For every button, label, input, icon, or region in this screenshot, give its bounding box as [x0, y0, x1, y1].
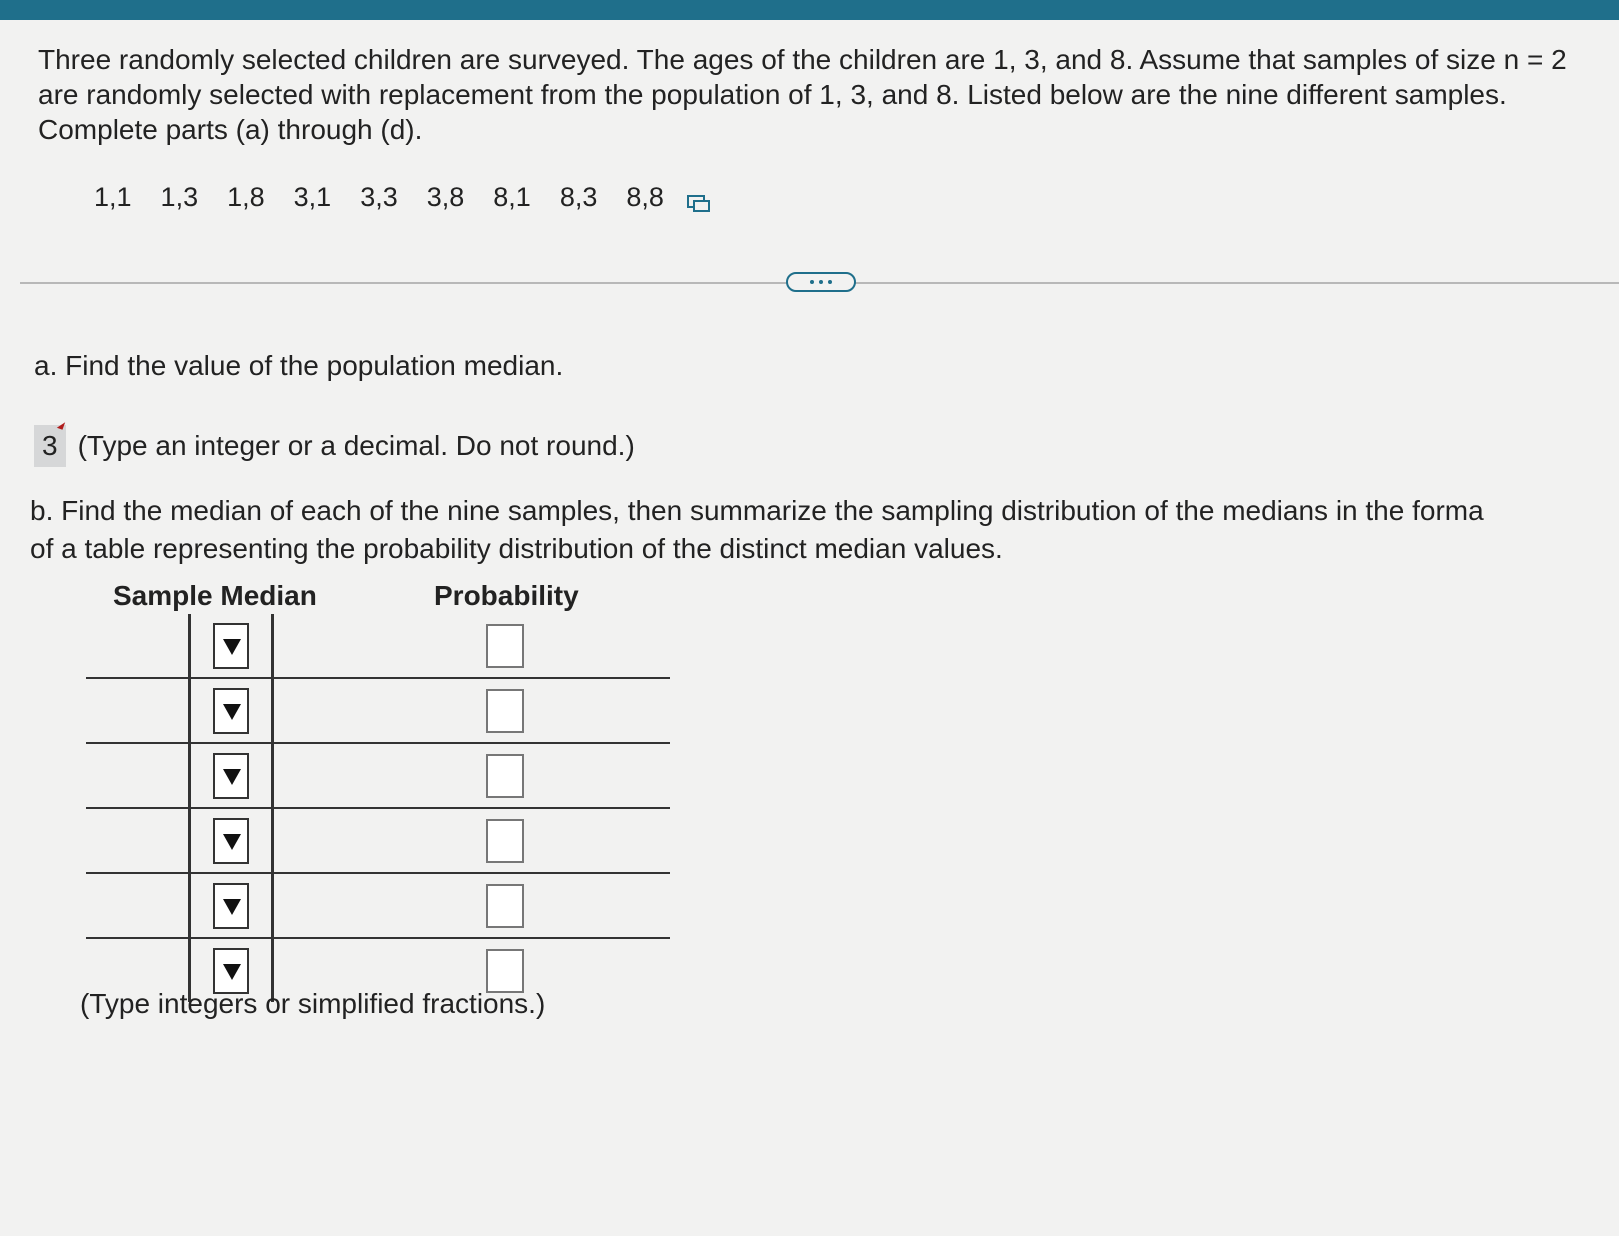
median-dropdown[interactable] [213, 623, 249, 669]
answer-value: 3 [42, 430, 58, 461]
sample-item: 3,1 [293, 182, 332, 212]
probability-input[interactable] [486, 689, 524, 733]
sample-item: 3,3 [360, 182, 398, 212]
probability-input[interactable] [486, 819, 524, 863]
question-intro: Three randomly selected children are surveyed. The ages of the children are 1, 3, and 8. Assume that samples of size n = 2 are randomly selected with replacement from the population of 1, 3, and 8. Listed below are the nine different samples. Complete parts (a) through (d). [38, 44, 1567, 145]
table-row [86, 808, 670, 873]
median-dropdown[interactable] [213, 883, 249, 929]
column-header-probability: Probability [434, 580, 579, 611]
sample-item: 1,1 [94, 182, 132, 212]
table-row [86, 743, 670, 808]
table-row [86, 678, 670, 743]
part-a-answer-row [34, 425, 635, 467]
part-b-prompt [30, 492, 1619, 568]
population-median-answer[interactable] [34, 425, 66, 467]
part-b-note: (Type integers or simplified fractions.) [80, 988, 546, 1019]
median-dropdown[interactable] [213, 818, 249, 864]
sample-item: 8,3 [559, 182, 598, 212]
median-dropdown[interactable] [213, 753, 249, 799]
copy-icon[interactable] [687, 189, 711, 207]
sample-item: 8,8 [626, 182, 664, 212]
table-row [86, 873, 670, 938]
distribution-table [86, 614, 670, 1002]
top-bar [0, 0, 1619, 20]
column-header-sample-median: Sample Median [113, 580, 317, 611]
samples-list [94, 182, 711, 213]
sample-item: 8,1 [493, 182, 531, 212]
sample-item: 1,8 [227, 182, 265, 212]
median-dropdown[interactable] [213, 948, 249, 994]
table-row [86, 614, 670, 678]
probability-input[interactable] [486, 754, 524, 798]
probability-input[interactable] [486, 884, 524, 928]
part-a-hint: (Type an integer or a decimal. Do not round.) [77, 430, 635, 461]
part-b-prompt-line1: b. Find the median of each of the nine samples, then summarize the sampling distribution of the medians in the forma [30, 495, 1484, 526]
incorrect-flag-icon [56, 420, 64, 430]
probability-input[interactable] [486, 624, 524, 668]
more-dots-icon [810, 280, 832, 284]
part-b-prompt-line2: of a table representing the probability distribution of the distinct median values. [30, 533, 1003, 564]
sample-item: 1,3 [160, 182, 199, 212]
sample-item: 3,8 [426, 182, 465, 212]
part-a-prompt: a. Find the value of the population median. [34, 350, 564, 381]
more-button[interactable] [786, 272, 856, 292]
median-dropdown[interactable] [213, 688, 249, 734]
probability-input[interactable] [486, 949, 524, 993]
